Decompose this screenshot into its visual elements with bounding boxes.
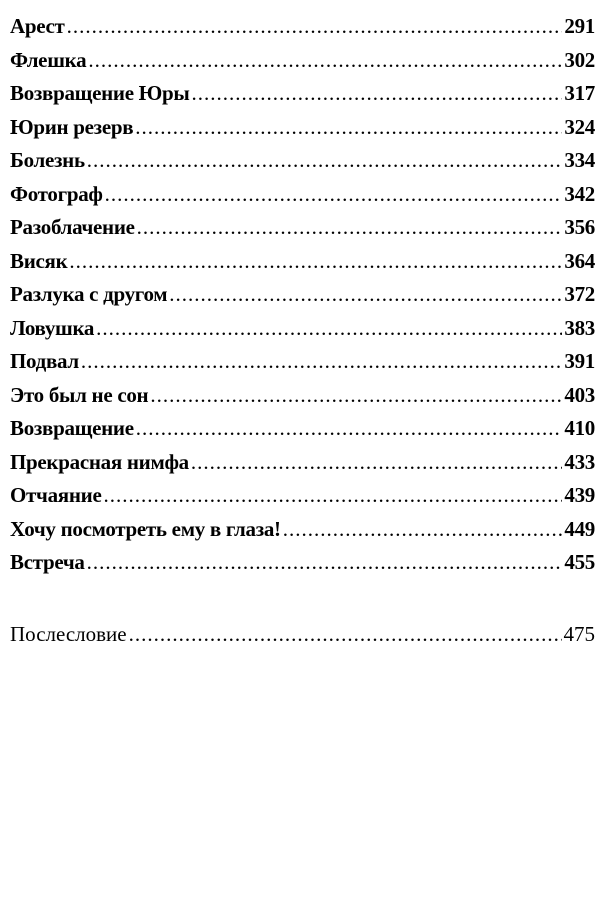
dot-leader <box>87 546 563 580</box>
toc-entry-title: Ловушка <box>10 315 95 340</box>
dot-leader <box>283 513 563 547</box>
toc-entry-page: 391 <box>564 349 595 373</box>
toc-entry <box>10 479 595 513</box>
dot-leader <box>105 178 563 212</box>
toc-entry <box>10 345 595 379</box>
toc-entry <box>10 245 595 279</box>
toc-entry-page: 334 <box>564 148 595 172</box>
dot-leader <box>136 412 563 446</box>
toc-entry-page: 439 <box>564 483 595 507</box>
dot-leader <box>69 245 562 279</box>
toc-entry-title: Встреча <box>10 550 85 574</box>
toc-entry-page: 449 <box>564 516 595 541</box>
toc-entry-title: Фотограф <box>10 181 103 206</box>
dot-leader <box>129 618 562 652</box>
toc-entry <box>10 10 595 44</box>
dot-leader <box>103 479 562 513</box>
toc-entry-title: Возвращение Юры <box>10 81 190 105</box>
toc-entry <box>10 278 595 312</box>
toc-entry <box>10 144 595 178</box>
toc-entry-title: Хочу посмотреть ему в глаза! <box>10 516 281 541</box>
dot-leader <box>135 111 562 145</box>
toc-entry-page: 403 <box>564 382 595 407</box>
toc-entry-title: Послесловие <box>10 621 127 646</box>
toc-entry-page: 364 <box>564 248 595 273</box>
toc-entry <box>10 178 595 212</box>
dot-leader <box>192 77 563 111</box>
toc-entry-page: 291 <box>564 14 595 38</box>
dot-leader <box>169 278 562 312</box>
dot-leader <box>67 10 563 44</box>
toc-entry-title: Прекрасная нимфа <box>10 449 189 474</box>
toc-entry-afterword <box>10 618 595 652</box>
toc-entry-page: 342 <box>564 181 595 206</box>
toc-entry <box>10 513 595 547</box>
toc-entry <box>10 211 595 245</box>
toc-entry-title: Это был не сон <box>10 382 149 407</box>
toc-entry-title: Разлука с другом <box>10 282 168 306</box>
toc-entry-page: 317 <box>564 81 595 105</box>
toc-entry-page: 324 <box>564 114 595 139</box>
toc-entry-page: 372 <box>564 282 595 306</box>
toc-entry-title: Висяк <box>10 248 68 273</box>
toc-entry-title: Флешка <box>10 47 87 72</box>
dot-leader <box>96 312 562 346</box>
toc-entry-page: 302 <box>564 47 595 72</box>
toc-entry <box>10 379 595 413</box>
dot-leader <box>150 379 562 413</box>
toc-entry <box>10 412 595 446</box>
toc-entry <box>10 111 595 145</box>
toc-entry <box>10 312 595 346</box>
toc-entry-title: Подвал <box>10 349 79 373</box>
toc-entry-page: 383 <box>564 315 595 340</box>
toc-entry-page: 455 <box>564 550 595 574</box>
toc-entry-page: 475 <box>563 621 595 646</box>
toc-entry-title: Разоблачение <box>10 215 135 239</box>
dot-leader <box>81 345 563 379</box>
dot-leader <box>137 211 563 245</box>
dot-leader <box>87 144 563 178</box>
toc-entry <box>10 77 595 111</box>
toc-entry <box>10 546 595 580</box>
dot-leader <box>88 44 562 78</box>
dot-leader <box>191 446 563 480</box>
toc-entry <box>10 446 595 480</box>
toc-entry <box>10 44 595 78</box>
toc-entry-title: Возвращение <box>10 416 134 440</box>
table-of-contents <box>10 10 595 651</box>
toc-entry-title: Отчаяние <box>10 483 102 507</box>
toc-entry-page: 410 <box>564 416 595 440</box>
toc-entry-title: Болезнь <box>10 148 85 172</box>
toc-entry-title: Арест <box>10 14 65 38</box>
toc-entry-page: 356 <box>564 215 595 239</box>
toc-entry-page: 433 <box>564 449 595 474</box>
toc-entry-title: Юрин резерв <box>10 114 134 139</box>
